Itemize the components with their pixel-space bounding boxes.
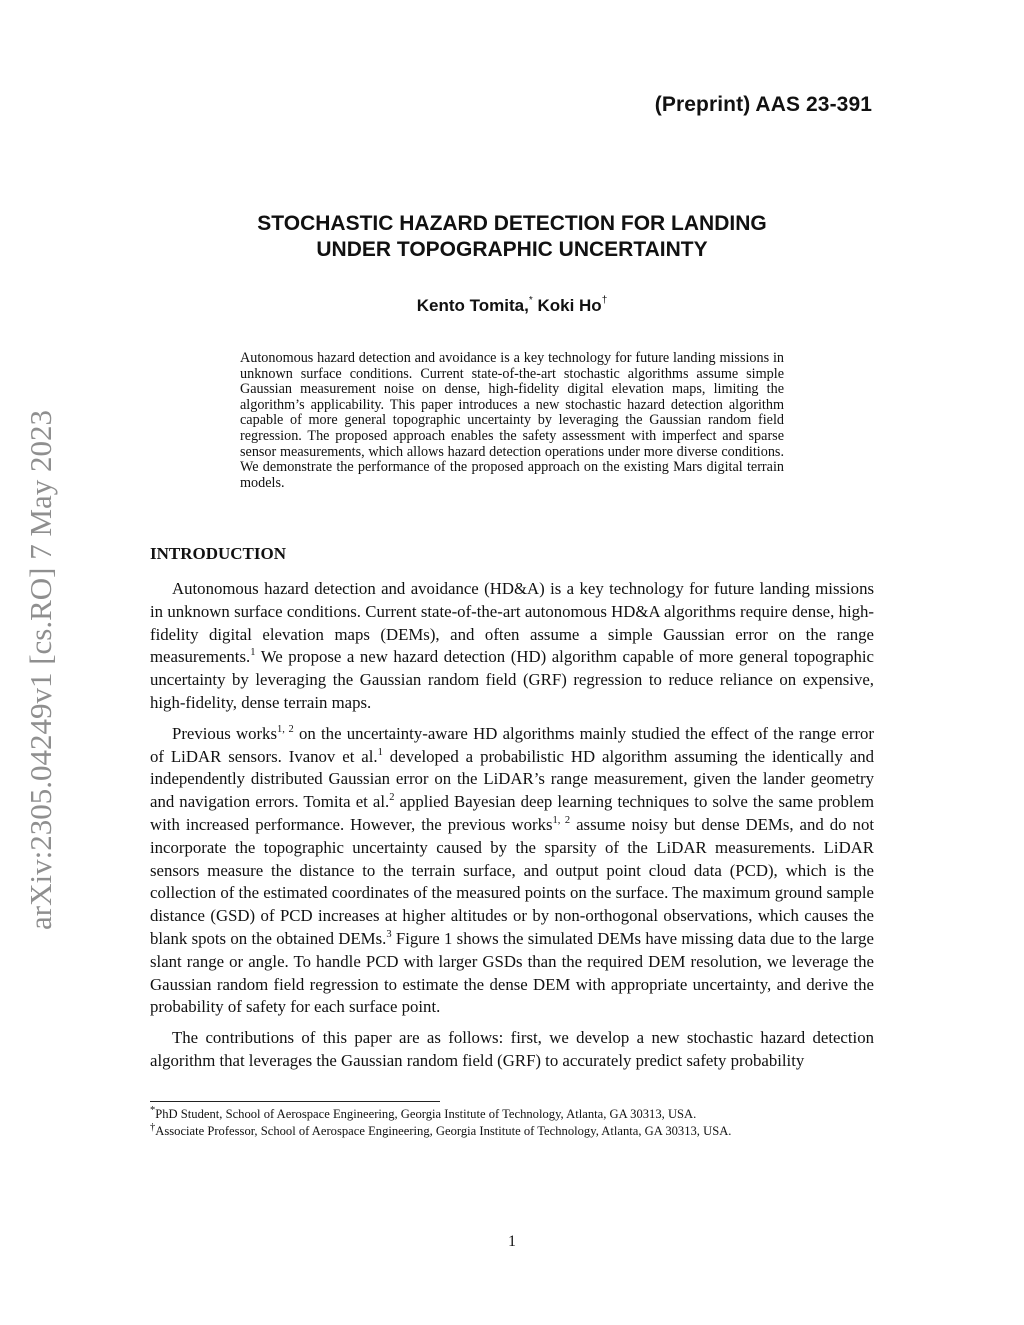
- paper-title: [150, 211, 874, 263]
- citation-marker: 3: [386, 928, 392, 940]
- paper-title-line-2: UNDER TOPOGRAPHIC UNCERTAINTY: [316, 238, 708, 261]
- text-run: Autonomous hazard detection and avoidance (HD&A) is a key technology for future landing missions in unknown surface conditions. Current state-of-the-art autonomous HD&A algorithms require dense, high-fidelity digital elevation maps (DEMs), and often assume a simple Gaussian error on the range measurements.: [150, 579, 874, 667]
- preprint-label: (Preprint) AAS 23-391: [654, 93, 872, 116]
- footnote-text: PhD Student, School of Aerospace Engineering, Georgia Institute of Technology, Atlanta, GA 30313, USA.: [155, 1107, 697, 1121]
- text-run: on the uncertainty-aware HD algorithms mainly studied the effect of the range error of LiDAR sensors. Ivanov et al.: [150, 723, 875, 766]
- paper-title-line-1: STOCHASTIC HAZARD DETECTION FOR LANDING: [257, 212, 767, 235]
- footnote: [150, 1106, 874, 1123]
- footnote-mark: *: [150, 1105, 156, 1116]
- citation-marker: 1, 2: [552, 814, 571, 826]
- author-footnote-mark: *: [528, 295, 533, 306]
- arxiv-watermark: arXiv:2305.04249v1 [cs.RO] 7 May 2023: [23, 409, 58, 930]
- author-name: Kento Tomita: [416, 296, 525, 315]
- citation-marker: 1: [377, 746, 383, 758]
- body-paragraph: [150, 723, 874, 1019]
- body-paragraph: [150, 578, 874, 715]
- abstract: Autonomous hazard detection and avoidance is a key technology for future landing missions in unknown surface conditions. Current state-of-the-art stochastic algorithms assume simple Gaussian measurement noise on dense, high-fidelity digital elevation maps, limiting the algorithm’s applicability. This paper introduces a new stochastic hazard detection algorithm capable of more general topographic uncertainty by leveraging the Gaussian random field regression. The proposed approach enables the safety assessment with imperfect and sparse sensor measurements, which allows hazard detection operations under more diverse conditions. We demonstrate the performance of the proposed approach on the existing Mars digital terrain models.: [240, 350, 784, 491]
- text-run: Figure 1 shows the simulated DEMs have missing data due to the large slant range or angle. To handle PCD with larger GSDs than the required DEM resolution, we leverage the Gaussian random field regression to estimate the dense DEM with appropriate uncertainty, and derive the probability of safety for each surface point.: [150, 928, 874, 1017]
- citation-marker: 2: [389, 792, 395, 804]
- citation-marker: 1: [250, 647, 256, 659]
- introduction-body: [150, 578, 874, 1081]
- section-heading-introduction: INTRODUCTION: [150, 544, 287, 563]
- text-run: We propose a new hazard detection (HD) algorithm capable of more general topographic uncertainty by leveraging the Gaussian random field (GRF) regression to reduce reliance on expensive, high-fidelity, dense terrain maps.: [150, 647, 874, 712]
- footnote-mark: †: [150, 1122, 156, 1133]
- footnotes: [150, 1106, 874, 1140]
- text-run: applied Bayesian deep learning techniques to solve the same problem with increased performance. However, the previous works: [150, 792, 874, 834]
- page-number: 1: [508, 1233, 516, 1250]
- author-name: Koki Ho: [537, 296, 602, 315]
- footnote-divider: [150, 1101, 440, 1102]
- citation-marker: 1, 2: [276, 723, 294, 735]
- author-list: [150, 296, 874, 316]
- author-footnote-mark: †: [601, 295, 608, 306]
- footnote: [150, 1123, 874, 1140]
- author-separator: ,: [524, 296, 529, 315]
- text-run: Previous works: [172, 723, 277, 743]
- footnote-text: Associate Professor, School of Aerospace Engineering, Georgia Institute of Technology, Atlanta, GA 30313, USA.: [155, 1124, 732, 1138]
- body-paragraph: The contributions of this paper are as follows: first, we develop a new stochastic hazard detection algorithm that leverages the Gaussian random field (GRF) to accurately predict safety probability: [150, 1028, 874, 1070]
- text-run: developed a probabilistic HD algorithm assuming the identically and independently distributed Gaussian error on the LiDAR’s range measurement, given the lander geometry and navigation errors. Tomita et al.: [150, 746, 874, 812]
- text-run: assume noisy but dense DEMs, and do not incorporate the topographic uncertainty caused by the sparsity of the LiDAR measurements. LiDAR sensors measure the distance to the terrain surface, and output point cloud data (PCD), which is the collection of the estimated coordinates of the measured points on the surface. The maximum ground sample distance (GSD) of PCD increases at higher altitudes or by non-orthogonal observations, which causes the blank spots on the obtained DEMs.: [150, 814, 875, 948]
